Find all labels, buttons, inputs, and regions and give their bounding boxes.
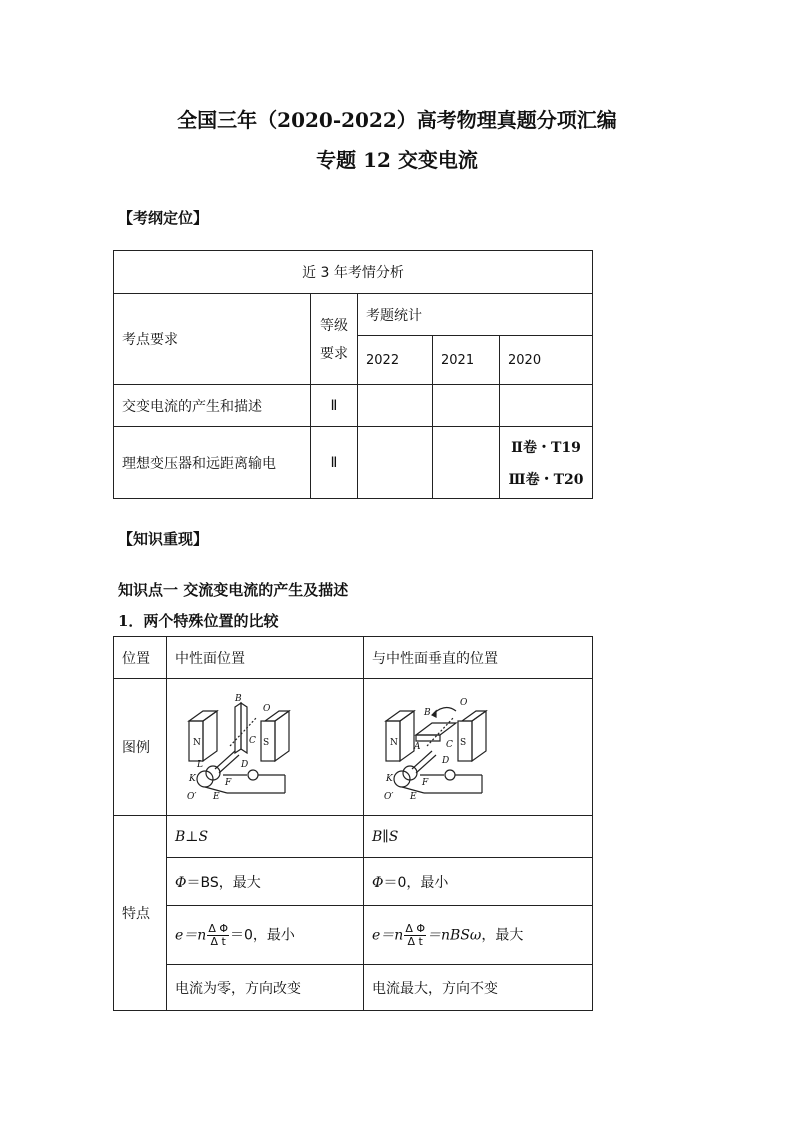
feature-emf-max <box>364 906 593 965</box>
label-s: S <box>263 738 270 748</box>
phi-symbol: Φ <box>372 874 384 891</box>
emf-zero-text: ＝0，最小 <box>230 927 295 943</box>
header-level <box>311 294 358 385</box>
feature-emf-zero <box>167 906 364 965</box>
fraction-numerator: Δ Φ <box>208 921 229 935</box>
header-stats: 考题统计 <box>358 294 593 336</box>
label-n: N <box>390 738 398 748</box>
label-k: K <box>189 774 196 784</box>
exam-analysis-table <box>113 250 593 499</box>
exam-ref-1: Ⅱ卷・T19 <box>511 439 581 456</box>
feature-current-zero: 电流为零，方向改变 <box>167 965 364 1011</box>
flux-min-text: ＝0，最小 <box>383 874 449 891</box>
feature-b-parallel-s: B∥S <box>364 816 593 858</box>
header-perpendicular: 与中性面垂直的位置 <box>364 637 593 679</box>
header-year-2022: 2022 <box>358 336 433 385</box>
label-d: D <box>241 760 249 770</box>
label-o-prime: O′ <box>384 792 394 802</box>
label-e: E <box>410 792 417 802</box>
subheading: 1．两个特殊位置的比较 <box>118 612 279 630</box>
label-o: O <box>460 698 468 708</box>
label-b: B <box>424 708 431 718</box>
label-c: C <box>446 740 453 750</box>
fraction-numerator: Δ Φ <box>405 921 426 935</box>
cell-2020 <box>500 427 593 499</box>
emf-max-text: ，最大 <box>481 927 524 943</box>
fraction-denominator: Δ t <box>407 934 423 948</box>
cell-2021 <box>433 427 500 499</box>
section-heading-knowledge: 【知识重现】 <box>118 530 209 548</box>
label-o: O <box>263 704 271 714</box>
position-comparison-table <box>113 636 593 1011</box>
feature-current-max: 电流最大，方向不变 <box>364 965 593 1011</box>
cell-2020 <box>500 385 593 427</box>
exam-ref-2: Ⅲ卷・T20 <box>508 471 584 488</box>
page-subtitle: 专题 12 交变电流 <box>316 148 478 172</box>
label-k: K <box>386 774 393 784</box>
cell-2021 <box>433 385 500 427</box>
header-requirement: 考点要求 <box>114 294 311 385</box>
label-e: E <box>213 792 220 802</box>
header-neutral: 中性面位置 <box>167 637 364 679</box>
label-c: C <box>249 736 256 746</box>
emf-symbol: e <box>175 927 184 943</box>
fraction <box>207 923 229 948</box>
row-label-figure: 图例 <box>114 679 167 816</box>
label-a: A <box>414 742 421 752</box>
equals-n: ＝n <box>380 927 404 943</box>
cell-2022 <box>358 427 433 499</box>
topic-cell: 理想变压器和远距离输电 <box>114 427 311 499</box>
level-cell: Ⅱ <box>311 427 358 499</box>
phi-symbol: Φ <box>175 874 187 891</box>
label-f: F <box>422 778 429 788</box>
row-label-features: 特点 <box>114 816 167 1011</box>
figure-cell-neutral <box>167 679 364 816</box>
feature-b-perp-s: B⊥S <box>167 816 364 858</box>
fraction-denominator: Δ t <box>210 934 226 948</box>
emf-symbol: e <box>372 927 381 943</box>
generator-perpendicular-figure <box>372 691 492 803</box>
figure-cell-perpendicular <box>364 679 593 816</box>
page-title: 全国三年（2020-2022）高考物理真题分项汇编 <box>177 108 617 132</box>
flux-max-text: ＝BS，最大 <box>186 874 261 891</box>
table-row <box>114 385 593 427</box>
cell-2022 <box>358 385 433 427</box>
label-b: B <box>235 694 242 704</box>
section-heading-outline: 【考纲定位】 <box>118 209 209 227</box>
label-f: F <box>225 778 232 788</box>
equals-n: ＝n <box>183 927 207 943</box>
label-d: D <box>442 756 450 766</box>
level-cell: Ⅱ <box>311 385 358 427</box>
label-o-prime: O′ <box>187 792 197 802</box>
fraction <box>404 923 426 948</box>
feature-flux-min <box>364 858 593 906</box>
header-year-2021: 2021 <box>433 336 500 385</box>
label-n: N <box>193 738 201 748</box>
table-row <box>114 427 593 499</box>
topic-cell: 交变电流的产生和描述 <box>114 385 311 427</box>
label-s: S <box>460 738 467 748</box>
header-level-line2: 要求 <box>320 346 348 362</box>
generator-neutral-figure <box>175 691 295 803</box>
table-caption: 近 3 年考情分析 <box>114 251 593 294</box>
emf-max-expr: ＝nBSω <box>427 927 482 943</box>
header-position: 位置 <box>114 637 167 679</box>
header-year-2020: 2020 <box>500 336 593 385</box>
header-level-line1: 等级 <box>320 318 348 334</box>
label-l: L <box>197 760 203 770</box>
feature-flux-max <box>167 858 364 906</box>
knowledge-point-title: 知识点一 交流变电流的产生及描述 <box>118 581 349 599</box>
